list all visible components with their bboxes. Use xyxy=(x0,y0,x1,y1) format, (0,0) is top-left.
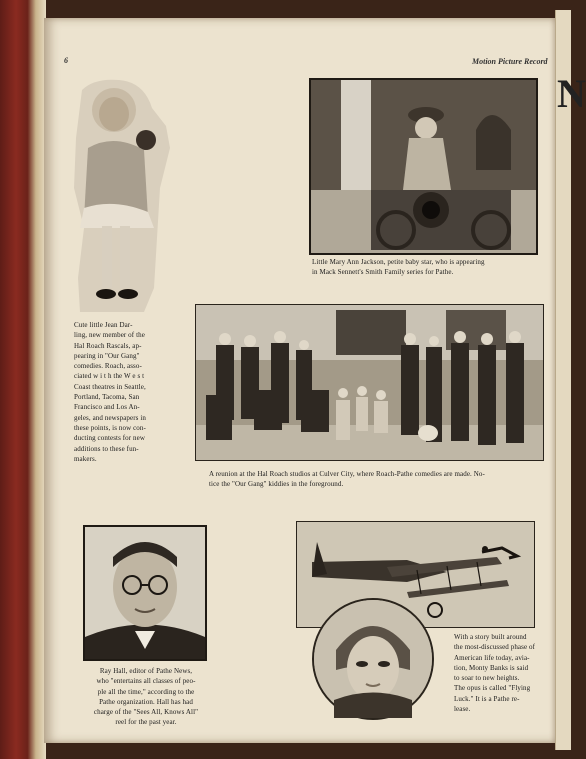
photo-monty-banks xyxy=(312,598,434,720)
caption-hal-roach-reunion xyxy=(209,469,549,490)
caption-line: in Mack Sennett's Smith Family series for Pathe. xyxy=(312,268,454,277)
caption-line: The opus is called "Flying xyxy=(454,684,531,693)
caption-line: A reunion at the Hal Roach studios at Culver City, where Roach-Pathe comedies are made. No- xyxy=(209,470,485,478)
caption-line: Luck." It is a Pathe re- xyxy=(454,694,520,703)
caption-jean-darling xyxy=(74,320,170,464)
photo-jean-darling xyxy=(74,78,170,314)
caption-line: ple all the time," according to the xyxy=(97,687,195,696)
caption-line: pearing in "Our Gang" xyxy=(74,351,140,360)
caption-line: Pathe organization. Hall has had xyxy=(99,697,193,706)
page-number: 6 xyxy=(64,56,68,65)
caption-line: the most-discussed phase of xyxy=(454,643,536,652)
adjacent-page-letter: N xyxy=(557,71,586,116)
caption-line: With a story built around xyxy=(454,633,527,641)
caption-line: charge of the "Sees All, Knows All" xyxy=(93,708,199,717)
book-binding xyxy=(0,0,46,759)
caption-line: additions to these fun- xyxy=(74,444,139,453)
caption-line: Francisco and Los An- xyxy=(74,403,140,412)
photo-mary-ann-jackson xyxy=(309,78,538,255)
caption-flying-luck xyxy=(454,632,564,714)
caption-line: Coast theatres in Seattle, xyxy=(74,382,146,391)
caption-line: Little Mary Ann Jackson, petite baby star, who is appearing xyxy=(312,258,485,266)
caption-line: these points, is now con- xyxy=(74,423,146,432)
caption-line: ciated w i t h the W e s t xyxy=(74,372,145,381)
caption-line: ling, new member of the xyxy=(74,331,145,340)
running-header: Motion Picture Record xyxy=(472,57,548,66)
caption-line: tice the "Our Gang" kiddies in the foreground. xyxy=(209,480,344,489)
caption-line: lease. xyxy=(454,705,471,714)
photo-hal-roach-reunion xyxy=(195,304,544,461)
caption-line: Portland, Tacoma, San xyxy=(74,393,140,402)
caption-line: Ray Hall, editor of Pathe News, xyxy=(99,667,193,675)
photo-ray-hall xyxy=(83,525,207,661)
caption-line: geles, and newspapers in xyxy=(74,413,146,422)
caption-ray-hall xyxy=(74,666,218,728)
adjacent-page-edge xyxy=(555,10,586,750)
caption-line: reel for the past year. xyxy=(115,718,177,727)
caption-line: tion, Monty Banks is said xyxy=(454,663,529,672)
caption-line: Hal Roach Rascals, ap- xyxy=(74,341,142,350)
caption-line: ducting contests for new xyxy=(74,434,146,443)
magazine-page xyxy=(44,18,555,743)
caption-line: who "entertains all classes of peo- xyxy=(96,677,196,686)
caption-line: Cute little Jean Dar- xyxy=(74,321,133,329)
caption-line: to soar to new heights. xyxy=(454,674,520,683)
caption-line: comedies. Roach, asso- xyxy=(74,362,142,371)
caption-line: American life today, avia- xyxy=(454,653,530,662)
caption-mary-ann-jackson xyxy=(312,257,537,278)
caption-line: makers. xyxy=(74,454,97,463)
